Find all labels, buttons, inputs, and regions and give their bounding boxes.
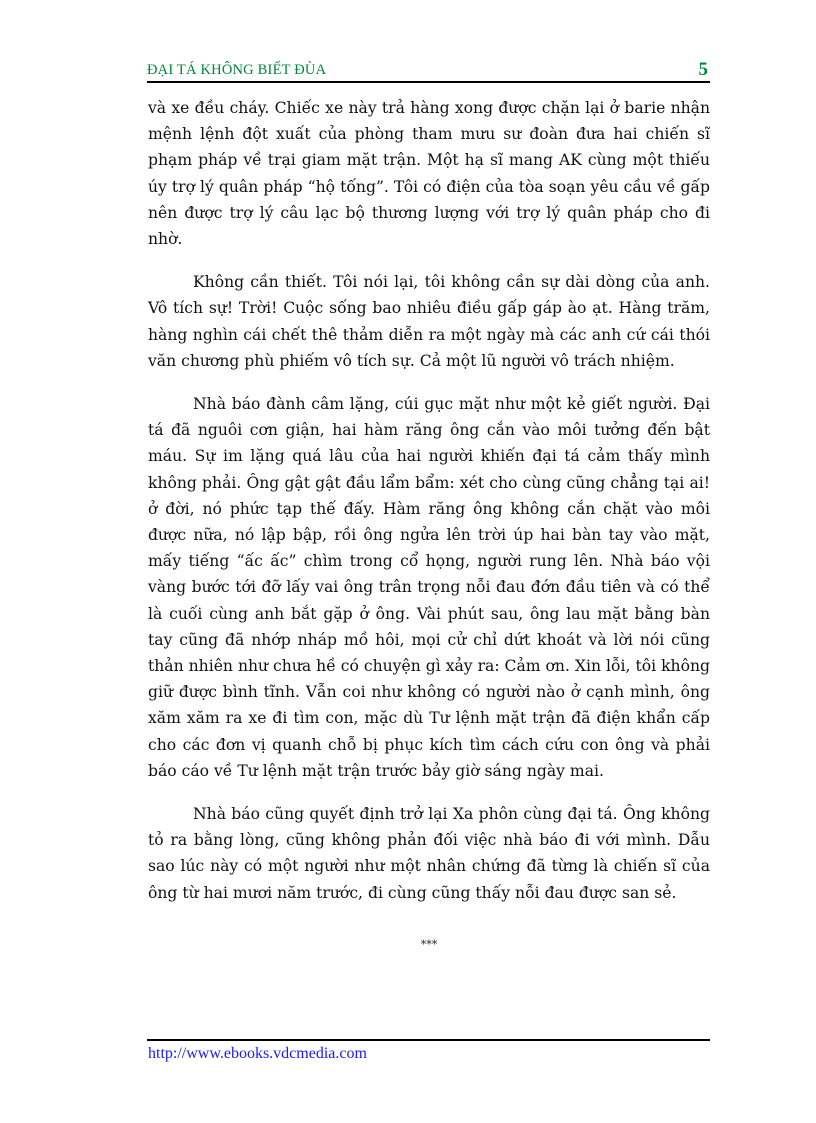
page-number: 5 — [698, 59, 708, 80]
section-separator: *** — [420, 938, 438, 951]
book-title: ĐẠI TÁ KHÔNG BIẾT ĐÙA — [147, 62, 327, 78]
paragraph: Không cần thiết. Tôi nói lại, tôi không cần sự dài dòng của anh. Vô tích sự! Trời! Cuộc sống bao nhiêu điều gấp gáp ào ạt. Hàng trăm, hàng nghìn cái chết thê thảm diễn ra một ngày mà các anh cứ cái thói văn chương phù phiếm vô tích sự. Cả một lũ người vô trách nhiệm. — [148, 273, 710, 370]
paragraph: Nhà báo cũng quyết định trở lại Xa phôn cùng đại tá. Ông không tỏ ra bằng lòng, cũng không phản đối việc nhà báo đi với mình. Dẫu sao lúc này có một người như một nhân chứng đã từng là chiến sĩ của ông từ hai mươi năm trước, đi cùng cũng thấy nỗi đau được san sẻ. — [148, 805, 710, 902]
paragraph: Nhà báo đành câm lặng, cúi gục mặt như một kẻ giết người. Đại tá đã nguôi cơn giận, hai hàm răng ông cắn vào môi tưởng đến bật máu. Sự im lặng quá lâu của hai người khiến đại tá cảm thấy mình không phải. Ông gật gật đầu lẩm bẩm: xét cho cùng cũng chẳng tại ai! ở đời, nó phức tạp thế đấy. Hàm răng ông không cắn chặt vào môi được nữa, nó lập bập, rồi ông ngửa lên trời úp hai bàn tay vào mặt, mấy tiếng “ấc ấc” chìm trong cổ họng, người rung lên. Nhà báo vội vàng bước tới đỡ lấy vai ông trân trọng nỗi đau đớn đầu tiên và có thể là cuối cùng anh bắt gặp ở ông. Vài phút sau, ông lau mặt bằng bàn tay cũng đã nhớp nháp mồ hôi, mọi cử chỉ dứt khoát và lời nói cũng thản nhiên như chưa hề có chuyện gì xảy ra: Cảm ơn. Xin lỗi, tôi không giữ được bình tĩnh. Vẫn coi như không có người nào ở cạnh mình, ông xăm xăm ra xe đi tìm con, mặc dù Tư lệnh mặt trận đã điện khẩn cấp cho các đơn vị quanh chỗ bị phục kích tìm cách cứu con ông và phải báo cáo về Tư lệnh mặt trận trước bảy giờ sáng ngày mai. — [148, 395, 710, 780]
footer-divider — [147, 1039, 710, 1041]
footer-website-link[interactable]: http://www.ebooks.vdcmedia.com — [148, 1045, 367, 1062]
paragraph-continuation: và xe đều cháy. Chiếc xe này trả hàng xong được chặn lại ở barie nhận mệnh lệnh đột xuất của phòng tham mưu sư đoàn đưa hai chiến sĩ phạm pháp về trại giam mặt trận. Một hạ sĩ mang AK cùng một thiếu úy trợ lý quân pháp “hộ tống”. Tôi có điện của tòa soạn yêu cầu về gấp nên được trợ lý câu lạc bộ thương lượng với trợ lý quân pháp cho đi nhờ. — [148, 99, 710, 249]
header-divider — [147, 81, 710, 83]
page-header — [147, 60, 710, 82]
body-text — [148, 95, 710, 923]
